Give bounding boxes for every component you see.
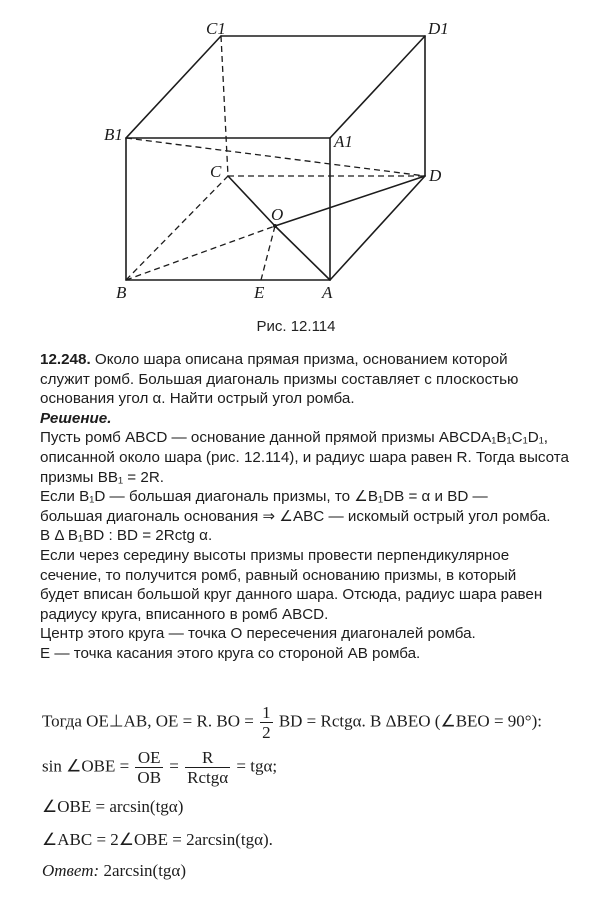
diag-o-a bbox=[275, 226, 330, 280]
solution-line: радиусу круга, вписанного в ромб ABCD. bbox=[40, 605, 329, 623]
solution-line: Если B₁D — большая диагональ призмы, то ∠B₁DB = α и BD — bbox=[40, 488, 488, 506]
problem-line: служит ромб. Большая диагональ призмы составляет с плоскостью bbox=[40, 370, 519, 388]
solution-line: будет вписан большой круг данного шара. Отсюда, радиус шара равен bbox=[40, 586, 543, 604]
label-b1: B1 bbox=[104, 125, 123, 144]
solution-line: сечение, то получится ромб, равный основанию призмы, в который bbox=[40, 566, 517, 584]
fraction-one-half: $\frac{1}{2}$ bbox=[262, 703, 271, 742]
hidden-edge-c1-c bbox=[221, 36, 228, 176]
problem-text bbox=[40, 350, 570, 664]
problem-line: 12.248. Около шара описана прямая призма, основанием которой bbox=[40, 351, 508, 368]
label-b: B bbox=[116, 283, 127, 302]
label-o: O bbox=[271, 205, 284, 224]
answer-value: 2arcsin(tgα) bbox=[103, 861, 186, 880]
label-e: E bbox=[254, 283, 265, 302]
answer-label: Ответ: bbox=[42, 861, 100, 880]
solution-line: Если через середину высоты призмы провести перпендикулярное bbox=[40, 546, 510, 564]
solution-line: описанной около шара (рис. 12.114), и радиус шара равен R. Тогда высота bbox=[40, 448, 569, 466]
hidden-diag-b-o bbox=[126, 226, 275, 280]
solution-line: E — точка касания этого круга со стороной AB ромба. bbox=[40, 644, 421, 662]
label-d1: D1 bbox=[428, 19, 449, 38]
math-line-2: sin ∠OBE = $\frac{OE}{OB}$ = $\frac{R}{\text{Rctgα}}$ = tgα; bbox=[42, 748, 278, 787]
prism-figure bbox=[0, 0, 592, 345]
math-line-1: Тогда OE⊥AB, OE = R. BO = $\frac{1}{2}$ BD = Rctgα. В ΔBEO (∠BEO = 90°): bbox=[42, 703, 542, 742]
math-line-4: ∠ABC = 2∠OBE = 2arcsin(tgα). bbox=[42, 830, 273, 849]
math-line-3: ∠OBE = arcsin(tgα) bbox=[42, 797, 184, 816]
diag-c-o bbox=[228, 176, 275, 226]
label-c1: C1 bbox=[206, 19, 226, 38]
point-o bbox=[273, 224, 277, 228]
label-a1: A1 bbox=[334, 132, 353, 151]
label-d: D bbox=[429, 166, 442, 185]
hidden-diag-b1-d bbox=[126, 138, 425, 176]
label-a: A bbox=[322, 283, 333, 302]
solution-line: Пусть ромб ABCD — основание данной прямой призмы ABCDA₁B₁C₁D₁, bbox=[40, 429, 549, 447]
hidden-segment-o-e bbox=[261, 226, 275, 280]
prism-drawing bbox=[0, 0, 592, 320]
label-c: C bbox=[210, 162, 222, 181]
hidden-edge-b-c bbox=[126, 176, 228, 280]
solution-line: большая диагональ основания ⇒ ∠ABC — искомый острый угол ромба. bbox=[40, 507, 551, 525]
fraction-r-rctg: $\frac{R}{\text{Rctgα}}$ bbox=[187, 748, 229, 787]
solution-heading: Решение. bbox=[40, 409, 112, 427]
edge-b1-c1 bbox=[126, 36, 221, 138]
solution-line: Центр этого круга — точка O пересечения диагоналей ромба. bbox=[40, 625, 476, 643]
answer-line bbox=[42, 861, 186, 881]
solution-line: призмы BB₁ = 2R. bbox=[40, 468, 165, 486]
problem-line: основания угол α. Найти острый угол ромба. bbox=[40, 390, 355, 408]
solution-line: В Δ B₁BD : BD = 2Rctg α. bbox=[40, 527, 213, 545]
figure-caption: Рис. 12.114 bbox=[256, 318, 336, 335]
fraction-oe-ob: $\frac{OE}{OB}$ bbox=[137, 748, 162, 787]
problem-number: 12.248. bbox=[40, 351, 91, 368]
edge-a1-d1 bbox=[330, 36, 425, 138]
